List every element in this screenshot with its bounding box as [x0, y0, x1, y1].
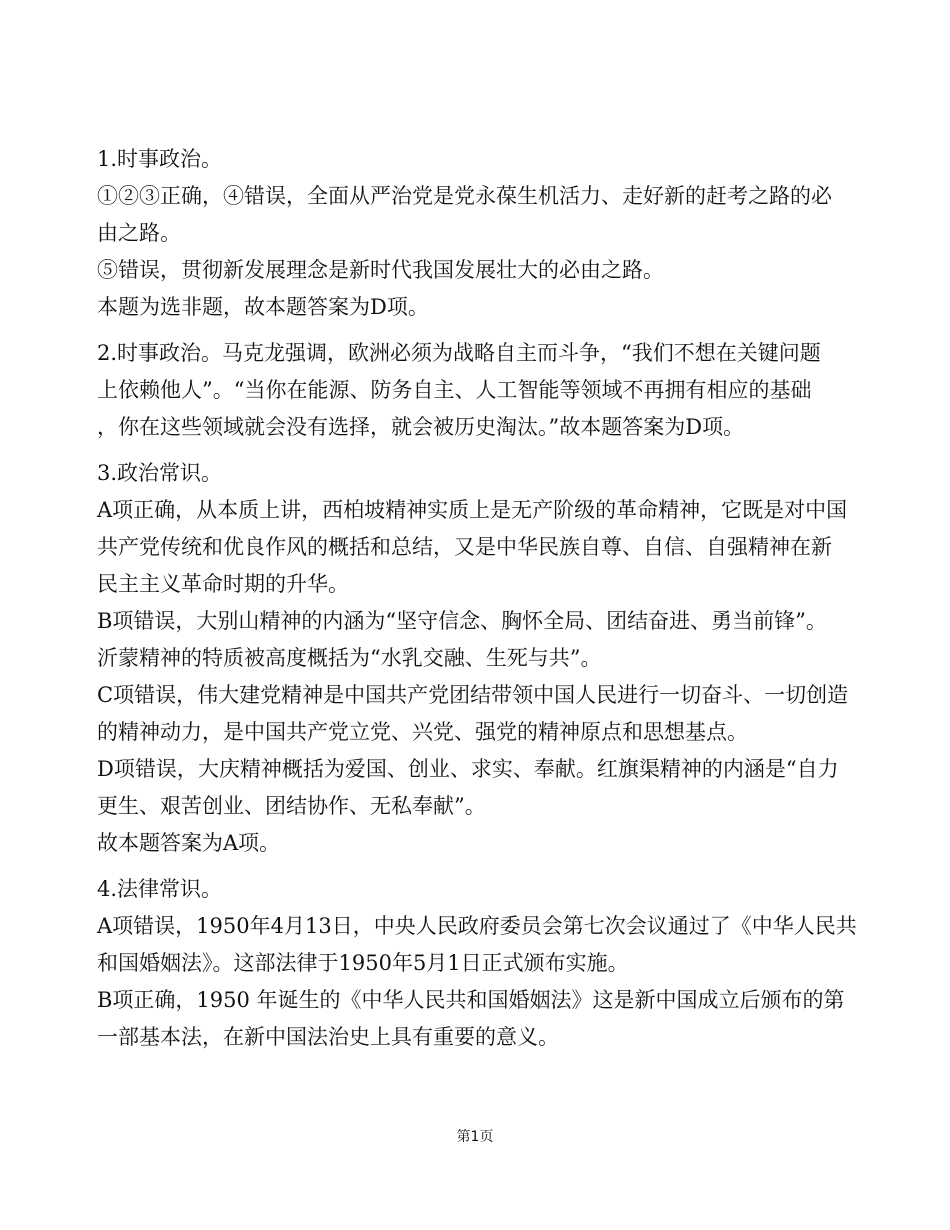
answer-section-2	[97, 335, 877, 446]
paragraph-line: ⑤错误，贯彻新发展理念是新时代我国发展壮大的必由之路。	[97, 258, 664, 282]
paragraph-line: B项正确，1950 年诞生的《中华人民共和国婚姻法》这是新中国成立后颁布的第	[97, 988, 845, 1012]
page-number: 第1页	[456, 1129, 494, 1145]
answer-section-4	[97, 871, 877, 1056]
paragraph-line: 一部基本法，在新中国法治史上具有重要的意义。	[97, 1025, 559, 1049]
paragraph-line: 故本题答案为A项。	[97, 831, 281, 855]
answer-section-3	[97, 455, 877, 862]
paragraph-line: A项错误，1950年4月13日，中央人民政府委员会第七次会议通过了《中华人民共	[97, 914, 857, 938]
paragraph-line: 民主主义革命时期的升华。	[97, 572, 349, 596]
section-title: 4.法律常识。	[97, 877, 223, 901]
paragraph-line: B项错误，大别山精神的内涵为“坚守信念、胸怀全局、团结奋进、勇当前锋”。	[97, 609, 827, 633]
paragraph-line: ①②③正确，④错误，全面从严治党是党永葆生机活力、走好新的赶考之路的必	[97, 184, 832, 208]
paragraph-line: A项正确，从本质上讲，西柏坡精神实质上是无产阶级的革命精神，它既是对中国	[97, 498, 848, 522]
paragraph-line: 共产党传统和优良作风的概括和总结，又是中华民族自尊、自信、自强精神在新	[97, 535, 832, 559]
paragraph-line: ，你在这些领域就会没有选择，就会被历史淘汰。”故本题答案为D项。	[97, 415, 745, 439]
paragraph-line: 由之路。	[97, 221, 181, 245]
section-title: 3.政治常识。	[97, 461, 223, 485]
paragraph-line: C项错误，伟大建党精神是中国共产党团结带领中国人民进行一切奋斗、一切创造	[97, 683, 849, 707]
paragraph-line: 的精神动力，是中国共产党立党、兴党、强党的精神原点和思想基点。	[97, 720, 748, 744]
answer-section-1	[97, 141, 877, 326]
paragraph-line: D项错误，大庆精神概括为爱国、创业、求实、奉献。红旗渠精神的内涵是“自力	[97, 757, 839, 781]
paragraph-line: 本题为选非题，故本题答案为D项。	[97, 295, 429, 319]
paragraph-line: 更生、艰苦创业、团结协作、无私奉献”。	[97, 794, 486, 818]
paragraph-line: 沂蒙精神的特质被高度概括为“水乳交融、生死与共”。	[97, 646, 602, 670]
paragraph-line: 上依赖他人”。“当你在能源、防务自主、人工智能等领域不再拥有相应的基础	[97, 378, 812, 402]
paragraph-line: 和国婚姻法》。这部法律于1950年5月1日正式颁布实施。	[97, 951, 629, 975]
document-body	[97, 141, 877, 1056]
section-title: 1.时事政治。	[97, 147, 223, 171]
section-title: 2.时事政治。马克龙强调，欧洲必须为战略自主而斗争，“我们不想在关键问题	[97, 341, 821, 365]
